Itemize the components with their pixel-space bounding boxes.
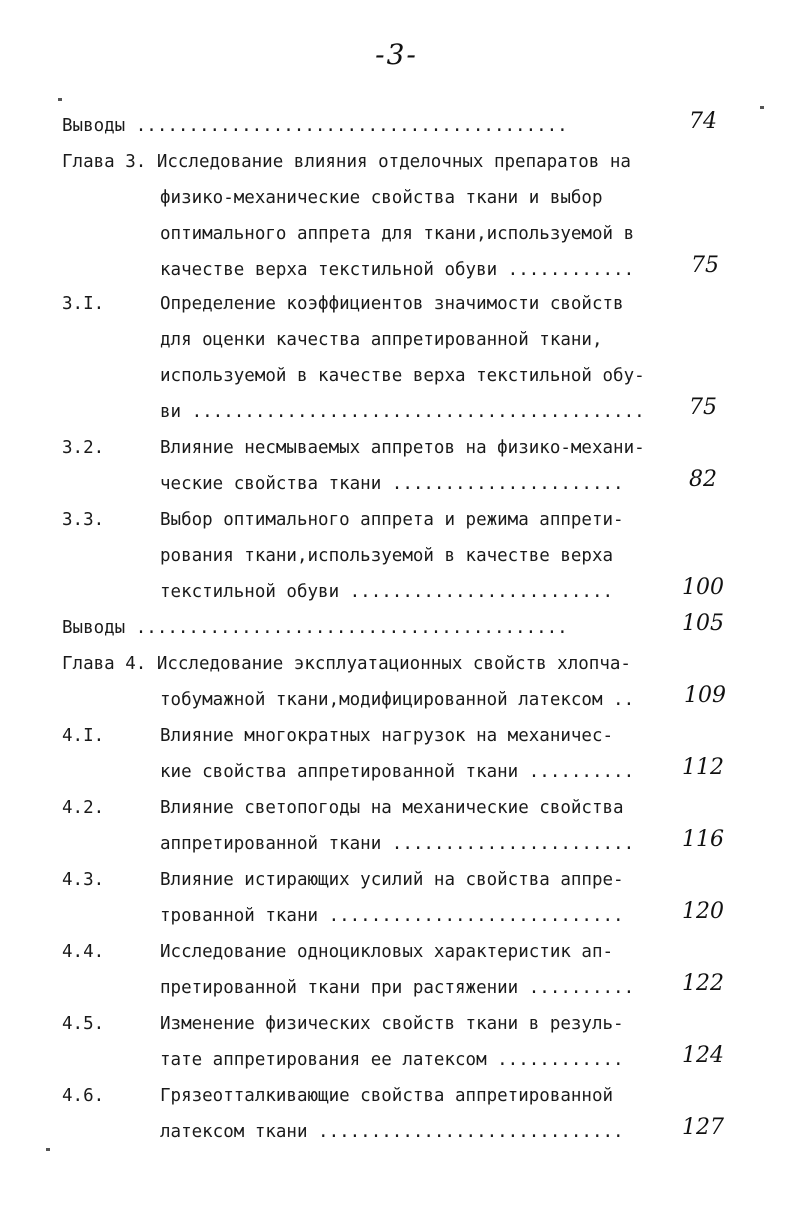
toc-section-number: 3.I.	[62, 294, 105, 314]
toc-line: текстильной обуви .........................	[160, 582, 614, 602]
toc-line: качестве верха текстильной обуви ............	[160, 260, 635, 280]
toc-line: Исследование одноцикловых характеристик ап-	[160, 942, 614, 962]
toc-page-ref: 112	[682, 755, 724, 780]
toc-page-ref: 124	[682, 1043, 724, 1068]
toc-line: тобумажной ткани,модифицированной латексом ..	[160, 690, 635, 710]
toc-page-ref: 105	[682, 611, 724, 636]
toc-page-ref: 100	[682, 575, 724, 600]
scan-speck	[58, 98, 62, 101]
toc-line: Выбор оптимального аппрета и режима аппрети-	[160, 510, 624, 530]
toc-section-number: 4.I.	[62, 726, 105, 746]
toc-line: Влияние многократных нагрузок на механичес-	[160, 726, 614, 746]
toc-page-ref: 75	[689, 395, 717, 420]
toc-page-ref: 109	[684, 683, 726, 708]
toc-page-ref: 127	[682, 1115, 724, 1140]
toc-line: Выводы .........................................	[62, 618, 568, 638]
toc-section-number: 4.2.	[62, 798, 105, 818]
toc-line: Определение коэффициентов значимости свойств	[160, 294, 624, 314]
toc-line: Выводы .........................................	[62, 116, 568, 136]
toc-line: претированной ткани при растяжении ..........	[160, 978, 635, 998]
toc-line: Влияние несмываемых аппретов на физико-механи-	[160, 438, 645, 458]
toc-section-number: 3.2.	[62, 438, 105, 458]
toc-line: Грязеотталкивающие свойства аппретированной	[160, 1086, 614, 1106]
toc-line: ческие свойства ткани ......................	[160, 474, 624, 494]
toc-page-ref: 75	[691, 253, 719, 278]
toc-page-ref: 120	[682, 899, 724, 924]
toc-line: Глава 3. Исследование влияния отделочных препаратов на	[62, 152, 631, 172]
toc-line: тате аппретирования ее латексом ............	[160, 1050, 624, 1070]
page-number: -3-	[375, 38, 418, 71]
toc-line: Влияние истирающих усилий на свойства аппре-	[160, 870, 624, 890]
toc-section-number: 4.6.	[62, 1086, 105, 1106]
toc-line: оптимального аппрета для ткани,используемой в	[160, 224, 635, 244]
toc-section-number: 4.4.	[62, 942, 105, 962]
toc-line: трованной ткани ............................	[160, 906, 624, 926]
toc-section-number: 4.3.	[62, 870, 105, 890]
toc-page-ref: 116	[682, 827, 724, 852]
toc-line: физико-механические свойства ткани и выбор	[160, 188, 603, 208]
toc-line: аппретированной ткани .......................	[160, 834, 635, 854]
toc-line: рования ткани,используемой в качестве верха	[160, 546, 614, 566]
toc-line: используемой в качестве верха текстильной обу-	[160, 366, 645, 386]
toc-line: латексом ткани .............................	[160, 1122, 624, 1142]
toc-page-ref: 82	[689, 467, 717, 492]
toc-line: кие свойства аппретированной ткани ..........	[160, 762, 635, 782]
toc-line: Изменение физических свойств ткани в резуль-	[160, 1014, 624, 1034]
toc-page-ref: 122	[682, 971, 724, 996]
toc-line: ви ...........................................	[160, 402, 645, 422]
toc-section-number: 4.5.	[62, 1014, 105, 1034]
toc-section-number: 3.3.	[62, 510, 105, 530]
toc-page-ref: 74	[689, 109, 717, 134]
scan-speck	[46, 1148, 50, 1151]
toc-line: для оценки качества аппретированной ткани,	[160, 330, 603, 350]
toc-line: Влияние светопогоды на механические свойства	[160, 798, 624, 818]
scan-speck	[760, 106, 764, 109]
toc-line: Глава 4. Исследование эксплуатационных свойств хлопча-	[62, 654, 631, 674]
